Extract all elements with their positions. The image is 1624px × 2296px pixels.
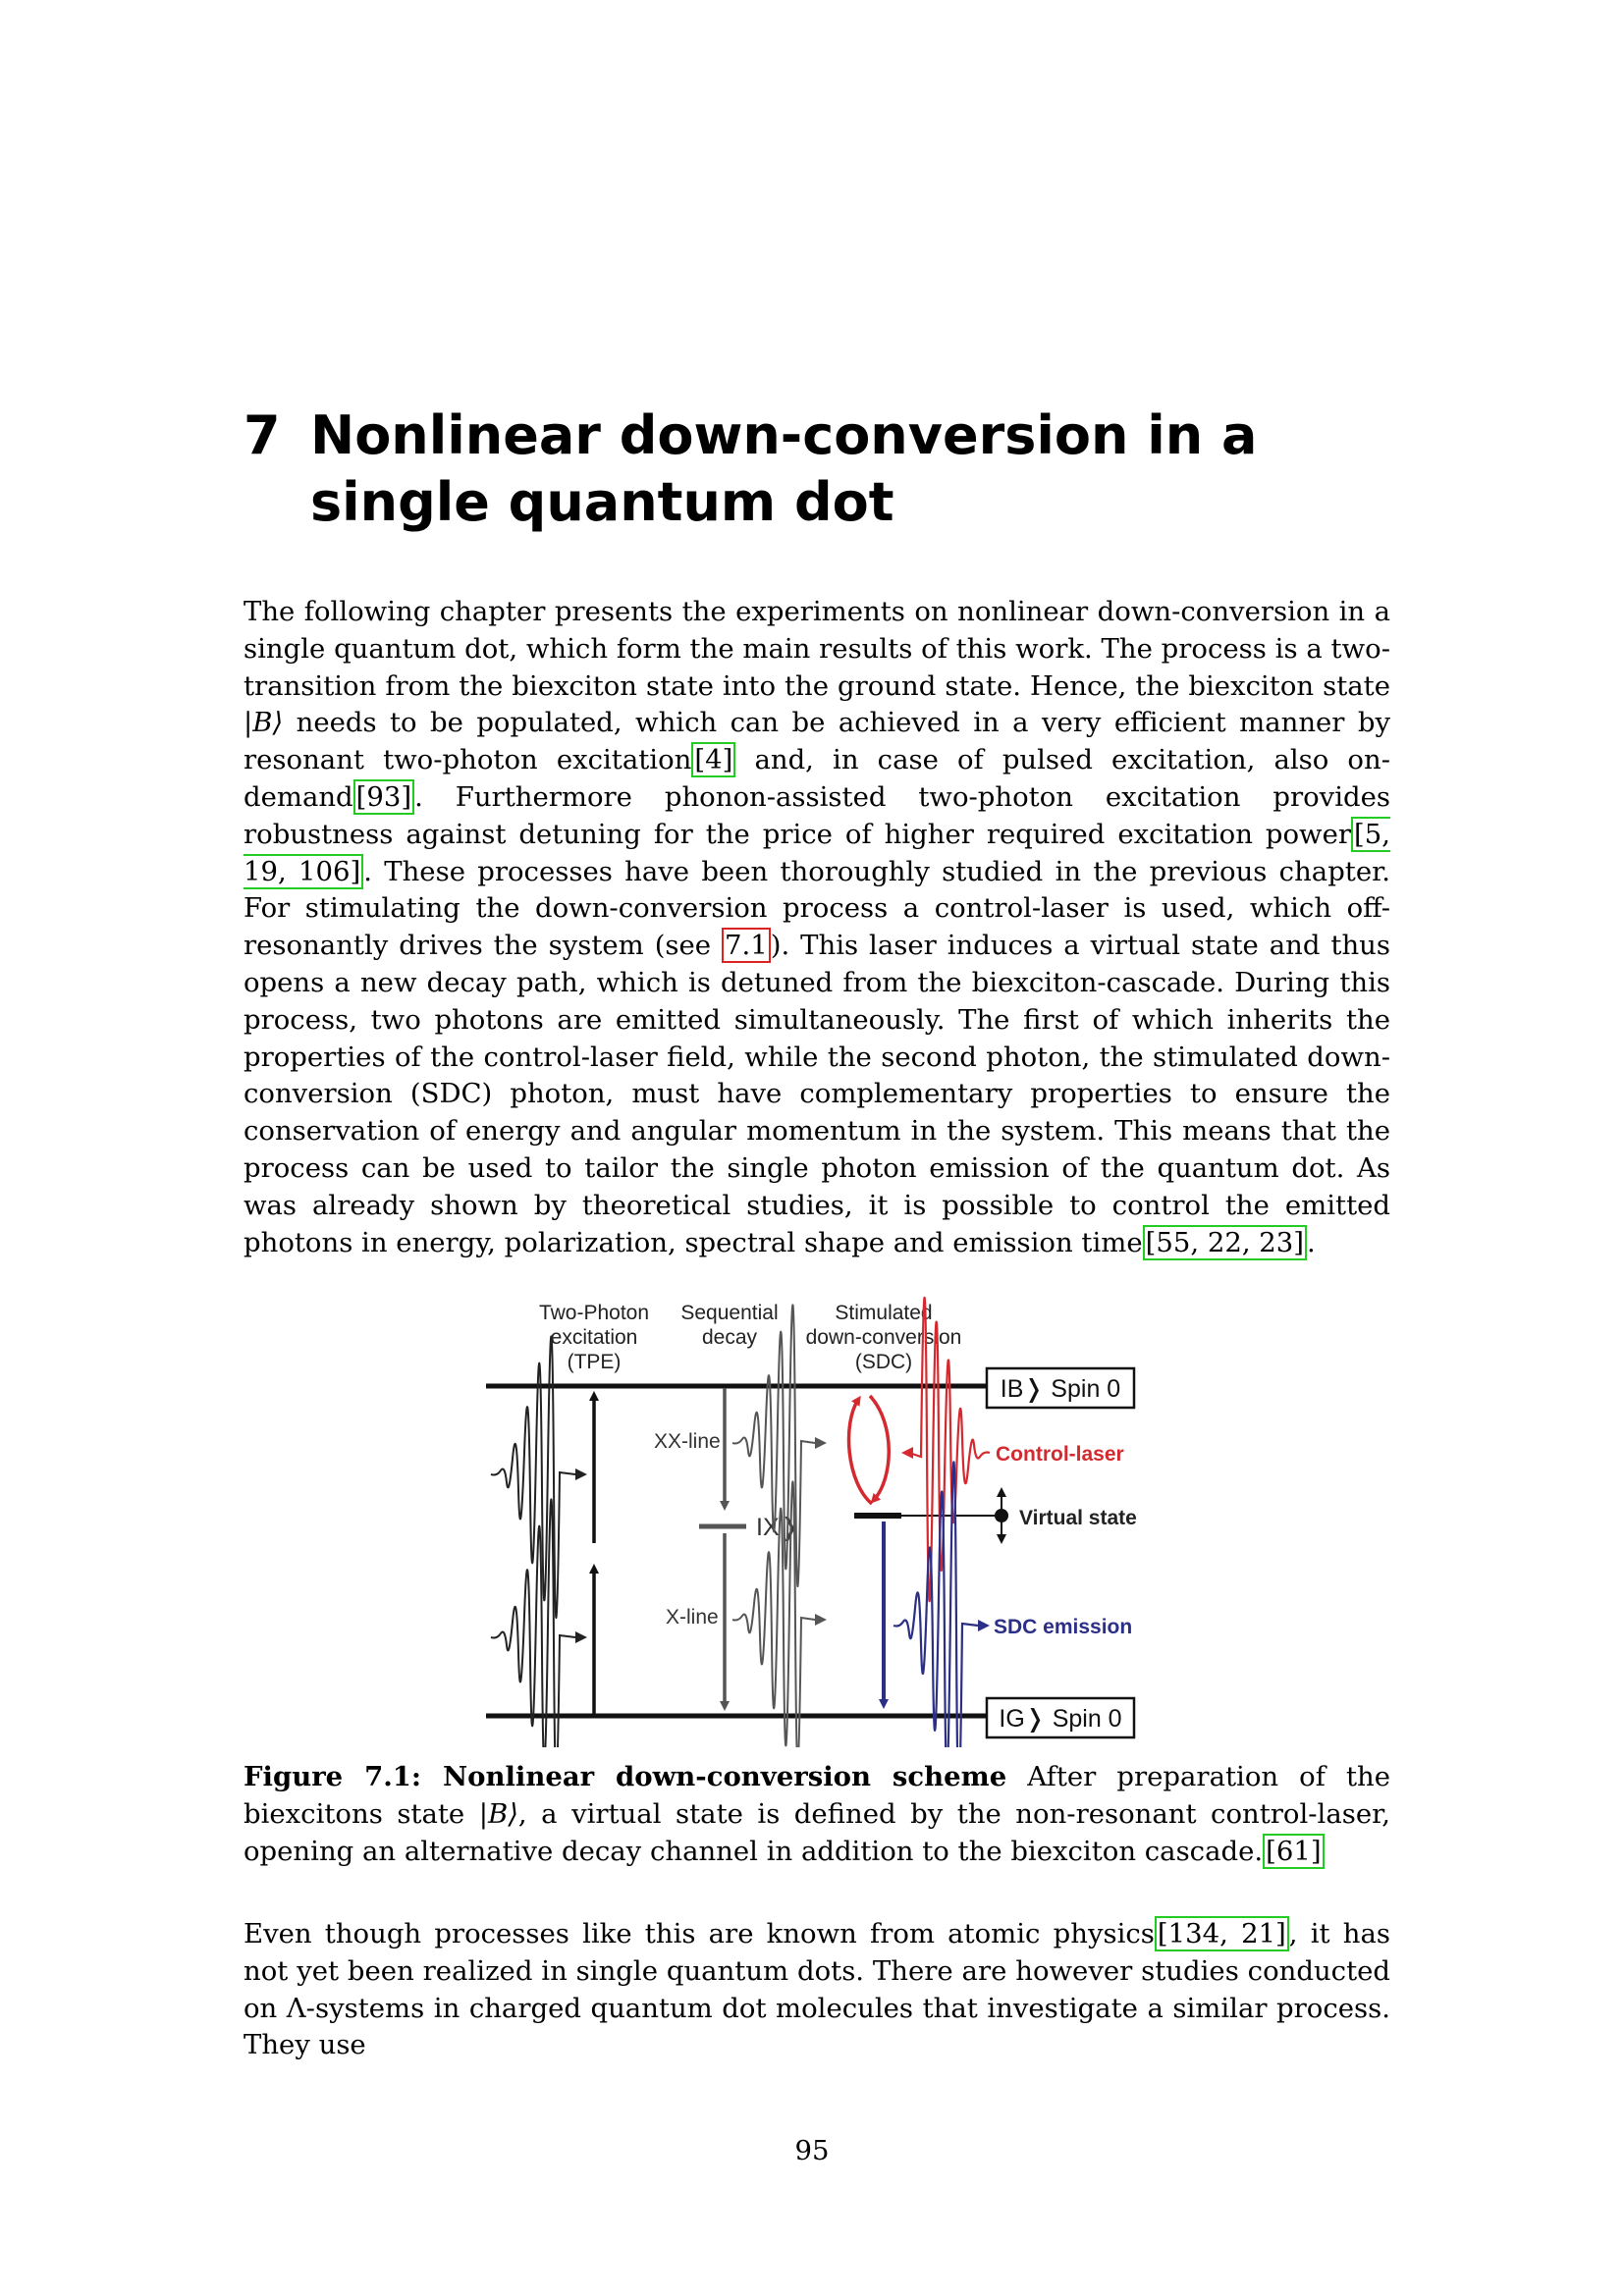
energy-level-diagram: [481, 1286, 1159, 1747]
virtual-state-label: Virtual state: [1019, 1507, 1137, 1529]
virtual-state-marker: [995, 1509, 1008, 1522]
text-run: . These processes have been thoroughly studied in the previous chapter. For stimulating the down-conversion process a control-laser is used, which off-resonantly drives the system (see: [244, 855, 1390, 962]
seq-header-2: decay: [701, 1326, 758, 1349]
citation-link[interactable]: [93]: [353, 779, 414, 815]
text-run: and, in case of pulsed excitation, also on-demand: [244, 744, 1390, 813]
control-laser-photon-head: [901, 1447, 913, 1459]
text-run: . Furthermore phonon-assisted two-photon excitation provides robustness against detuning for the price of higher required excitation power: [244, 780, 1390, 850]
exciton-state-label: IX❭: [756, 1514, 800, 1541]
chapter-heading: [244, 402, 1402, 536]
chapter-number: 7: [244, 404, 281, 466]
text-run: , it has not yet been realized in single quantum dots. There are however studies conducted on Λ-systems in charged quantum dot molecules that investigate a similar process. They use: [244, 1918, 1390, 2061]
text-run: After preparation of the biexcitons state: [244, 1761, 1390, 1830]
tpe-header-3: (TPE): [567, 1351, 622, 1373]
chapter-title: Nonlinear down-conversion in a single quantum dot: [310, 404, 1258, 533]
x-line-label: X-line: [666, 1606, 719, 1629]
caption-label: Figure 7.1: Nonlinear down-conversion scheme: [244, 1761, 1007, 1792]
sdc-header-1: Stimulated: [835, 1302, 933, 1324]
control-laser-label: Control-laser: [996, 1443, 1124, 1466]
sdc-header-3: (SDC): [854, 1351, 913, 1373]
figure-caption: [244, 1759, 1390, 1870]
text-run: The following chapter presents the experiments on nonlinear down-conversion in a single quantum dot, which form the main results of this work. The process is a two-transition from the biexciton state into the ground state. Hence, the biexciton state: [244, 596, 1390, 702]
text-run: ). This laser induces a virtual state and thus opens a new decay path, which is detuned from the biexciton-cascade. During this process, two photons are emitted simultaneously. The first of which inherits the properties of the control-laser field, while the second photon, the stimulated down-conversion (SDC) photon, must have complementary properties to ensure the conservation of energy and angular momentum in the system. This means that the process can be used to tailor the single photon emission of the quantum dot. As was already shown by theoretical studies, it is possible to control the emitted photons in energy, polarization, spectral shape and emission time: [244, 930, 1390, 1258]
text-run: , a virtual state is defined by the non-resonant control-laser, opening an alternative decay channel in addition to the biexciton cascade.: [244, 1797, 1390, 1867]
tpe-photon-lower-head: [575, 1631, 587, 1643]
text-run: Even though processes like this are known from atomic physics: [244, 1918, 1155, 1949]
sdc-stimulation-arc: [870, 1396, 889, 1500]
page-number: 95: [794, 2135, 830, 2166]
figure-7-1: [481, 1286, 1159, 1747]
ground-state-label: IG❭ Spin 0: [999, 1705, 1122, 1733]
text-run: .: [1307, 1226, 1316, 1258]
citation-link[interactable]: [134, 21]: [1155, 1916, 1289, 1951]
sdc-emission-photon-head: [978, 1620, 990, 1631]
ket-b: |B⟩: [478, 1797, 518, 1830]
biexciton-state-label: IB❭ Spin 0: [1000, 1375, 1121, 1403]
sdc-header-2: down-conversion: [805, 1326, 962, 1349]
ket-b: |B⟩: [244, 707, 284, 739]
sdc-emission-label: SDC emission: [994, 1616, 1133, 1638]
tpe-header-1: Two-Photon: [538, 1302, 650, 1324]
intro-paragraph: [244, 594, 1390, 1261]
citation-link[interactable]: [4]: [691, 742, 735, 777]
xx-photon-head: [815, 1437, 827, 1449]
sdc-excitation-arc: [849, 1400, 872, 1504]
xx-line-label: XX-line: [654, 1430, 721, 1453]
citation-link[interactable]: [61]: [1263, 1834, 1324, 1869]
seq-header-1: Sequential: [680, 1302, 779, 1324]
citation-link[interactable]: [55, 22, 23]: [1143, 1225, 1307, 1260]
figure-link[interactable]: 7.1: [722, 928, 771, 963]
tpe-photon-upper-head: [575, 1468, 587, 1480]
second-paragraph: [244, 1916, 1390, 2064]
x-photon-head: [815, 1614, 827, 1626]
tpe-header-2: excitation: [550, 1326, 638, 1349]
citation-link[interactable]: [5, 19, 106]: [244, 818, 1390, 887]
text-run: needs to be populated, which can be achieved in a very efficient manner by resonant two-photon excitation: [244, 707, 1390, 776]
sdc-emission-photon: [893, 1462, 978, 1747]
tpe-photon-upper: [491, 1336, 575, 1618]
